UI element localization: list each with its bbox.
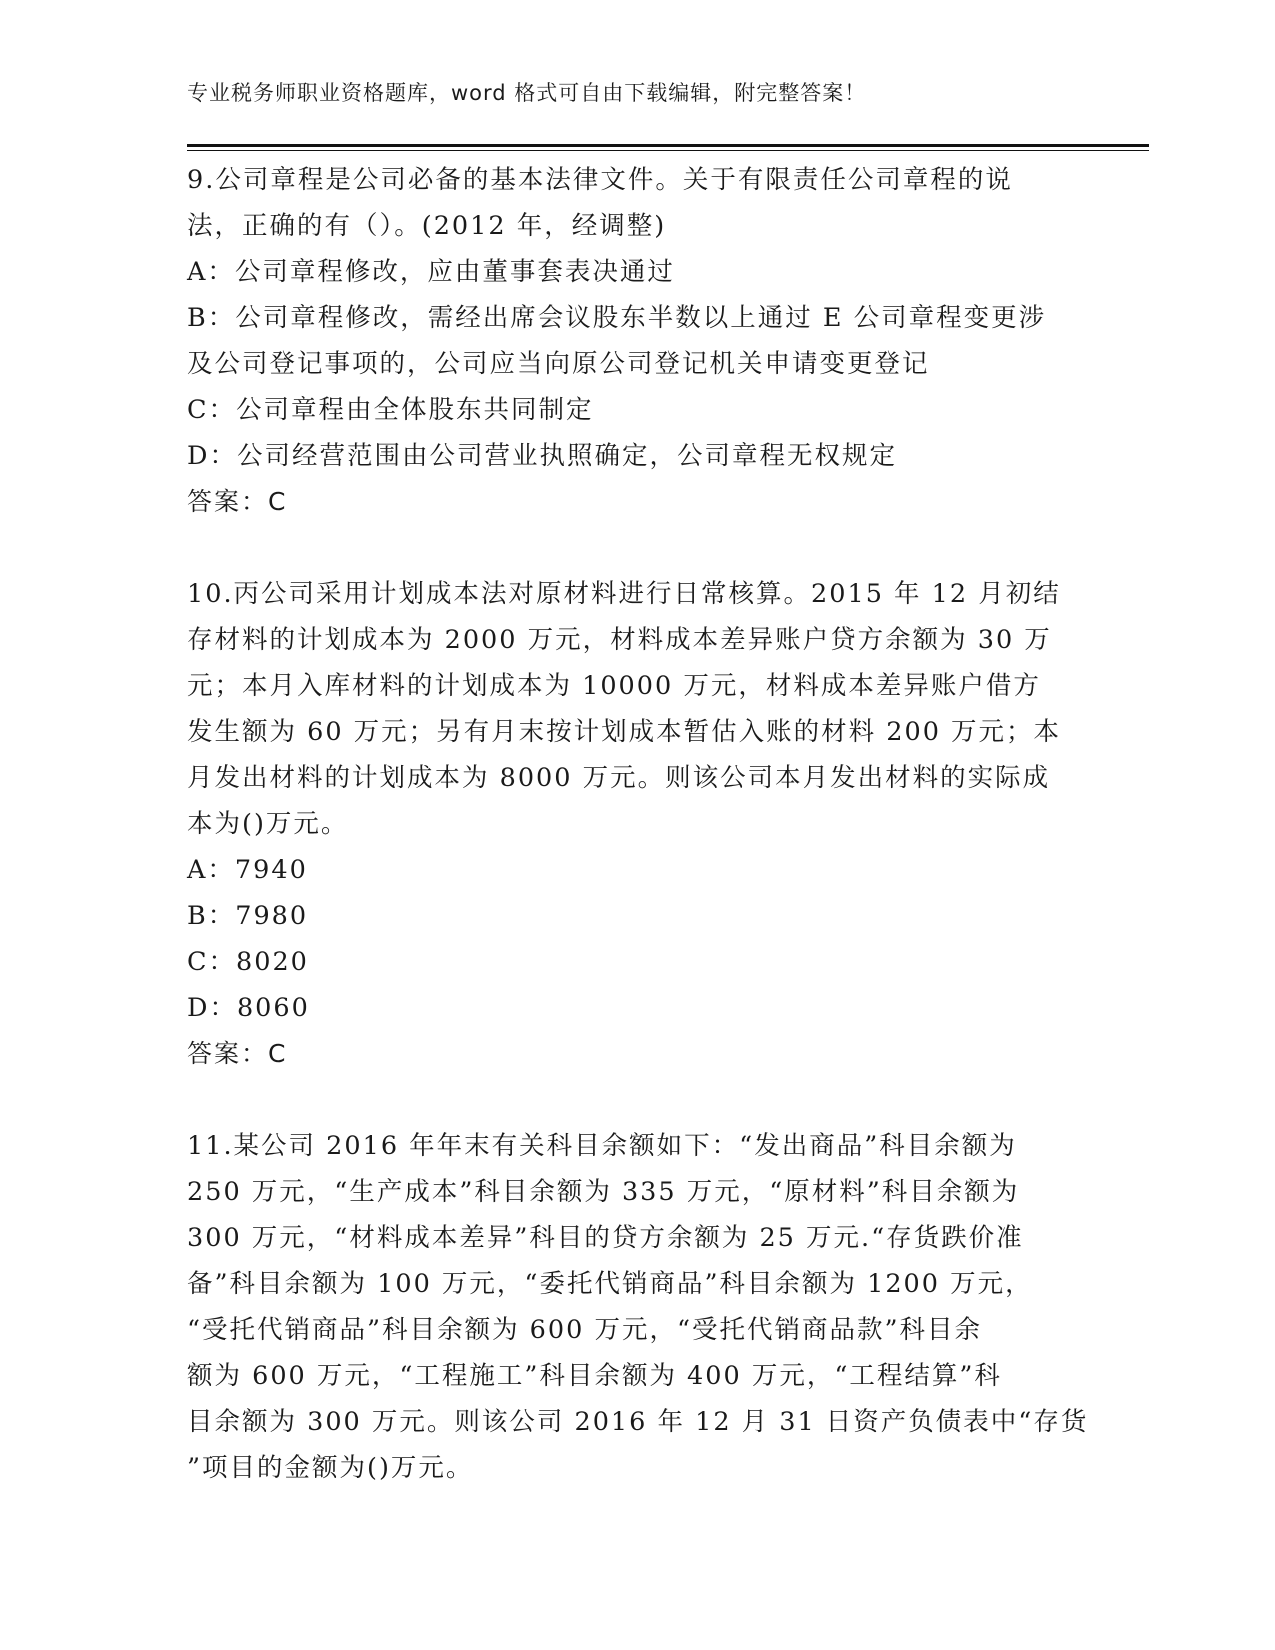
question-9 <box>187 157 1077 525</box>
question-stem-line: 额为 600 万元，“工程施工”科目余额为 400 万元，“工程结算”科 <box>187 1361 1002 1391</box>
option-b: B：7980 <box>187 901 309 931</box>
question-stem-line: 300 万元，“材料成本差异”科目的贷方余额为 25 万元.“存货跌价准 <box>187 1223 1024 1253</box>
option-b-continued: 及公司登记事项的，公司应当向原公司登记机关申请变更登记 <box>187 349 930 379</box>
option-c: C：公司章程由全体股东共同制定 <box>187 395 594 425</box>
option-a: A：公司章程修改，应由董事套表决通过 <box>187 257 675 287</box>
answer-label: 答案：C <box>187 1039 288 1068</box>
question-11 <box>187 1123 1089 1491</box>
answer-label: 答案：C <box>187 487 288 516</box>
header-rule-thick <box>187 144 1149 147</box>
option-d: D：8060 <box>187 993 310 1023</box>
question-stem-line: 存材料的计划成本为 2000 万元，材料成本差异账户贷方余额为 30 万 <box>187 625 1052 655</box>
question-stem-line: 11.某公司 2016 年年末有关科目余额如下：“发出商品”科目余额为 <box>187 1131 1017 1161</box>
option-b: B：公司章程修改，需经出席会议股东半数以上通过 E 公司章程变更涉 <box>187 303 1047 333</box>
option-a: A：7940 <box>187 855 308 885</box>
question-stem-line: 月发出材料的计划成本为 8000 万元。则该公司本月发出材料的实际成 <box>187 763 1051 793</box>
option-c: C：8020 <box>187 947 309 977</box>
question-stem-line: 法，正确的有（）。(2012 年，经调整) <box>187 211 667 241</box>
question-stem-line: ”项目的金额为()万元。 <box>187 1453 474 1483</box>
question-list <box>187 157 1089 1491</box>
question-10 <box>187 571 1077 1077</box>
question-stem-line: 发生额为 60 万元；另有月末按计划成本暂估入账的材料 200 万元；本 <box>187 717 1062 747</box>
question-stem-line: 本为()万元。 <box>187 809 349 839</box>
option-d: D：公司经营范围由公司营业执照确定，公司章程无权规定 <box>187 441 897 471</box>
question-stem-line: 250 万元，“生产成本”科目余额为 335 万元，“原材料”科目余额为 <box>187 1177 1020 1207</box>
question-stem-line: “受托代销商品”科目余额为 600 万元，“受托代销商品款”科目余 <box>187 1315 983 1345</box>
header-rule-thin <box>187 150 1149 151</box>
question-spacer <box>187 525 1077 571</box>
question-stem-line: 10.丙公司采用计划成本法对原材料进行日常核算。2015 年 12 月初结 <box>187 579 1061 609</box>
question-stem-line: 目余额为 300 万元。则该公司 2016 年 12 月 31 日资产负债表中“存货 <box>187 1407 1089 1437</box>
question-stem-line: 9.公司章程是公司必备的基本法律文件。关于有限责任公司章程的说 <box>187 165 1013 195</box>
question-stem-line: 备”科目余额为 100 万元，“委托代销商品”科目余额为 1200 万元， <box>187 1269 1033 1299</box>
question-spacer <box>187 1077 1077 1123</box>
question-stem-line: 元；本月入库材料的计划成本为 10000 万元，材料成本差异账户借方 <box>187 671 1041 701</box>
page-header: 专业税务师职业资格题库，word 格式可自由下载编辑，附完整答案！ <box>187 81 867 105</box>
